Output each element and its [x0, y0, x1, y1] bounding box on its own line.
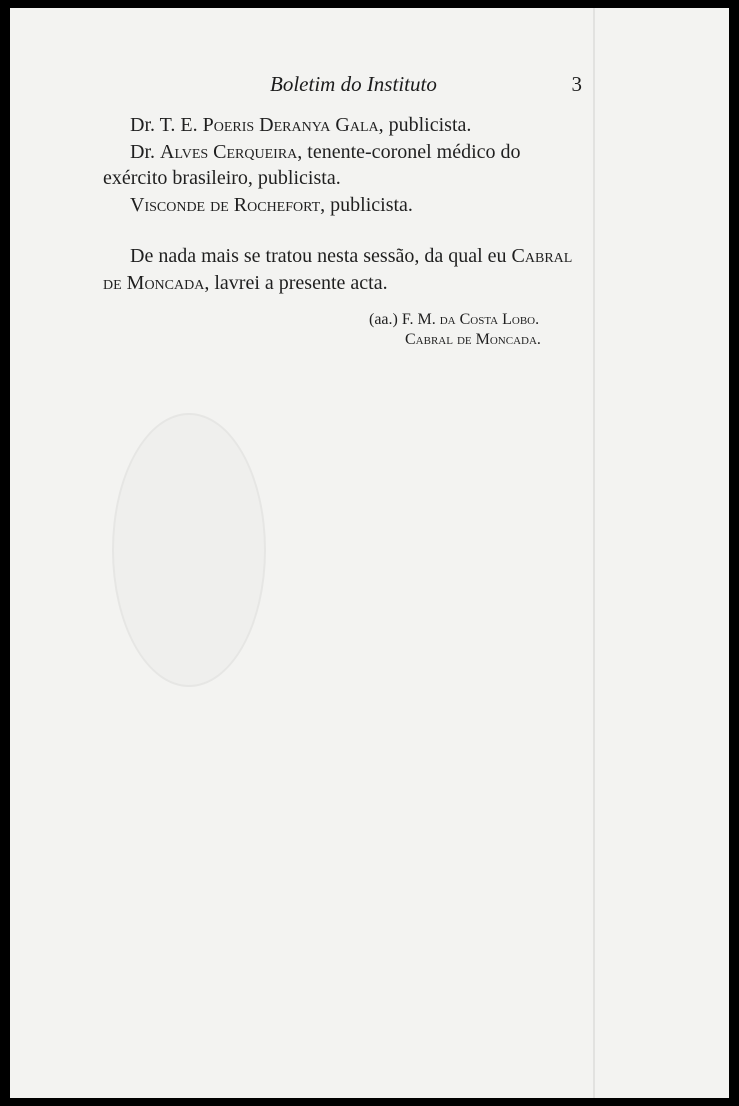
signature-line-1 [369, 310, 541, 330]
member-description: , publicista. [378, 114, 472, 136]
member-name: Visconde de Rochefort [130, 193, 321, 216]
member-entry [103, 192, 589, 219]
signature-block [369, 310, 541, 350]
page-header [100, 72, 582, 102]
closing-paragraph [103, 243, 589, 296]
bleed-through-portrait [112, 413, 266, 687]
member-name: Poeris Deranya Gala [202, 114, 379, 136]
page-edge [593, 8, 595, 1098]
member-title: Dr. [130, 140, 155, 163]
closing-text: De nada mais se tratou nesta sessão, da qual eu [130, 245, 512, 267]
signature-line-2: Cabral de Moncada. [405, 331, 541, 348]
closing-text-end: , lavrei a presente acta. [204, 271, 388, 294]
page-number: 3 [571, 72, 582, 96]
member-name: Alves Cerqueira [160, 140, 298, 163]
member-title: Dr. T. E. [130, 114, 198, 136]
running-title: Boletim do Instituto [270, 72, 437, 96]
body-text [103, 112, 589, 296]
signature-prefix: (aa.) F. M. [369, 311, 436, 328]
member-entry [103, 112, 589, 139]
member-description: , publicista. [320, 193, 413, 216]
signature-name: da Costa Lobo. [439, 311, 540, 328]
scanned-page [10, 8, 729, 1098]
member-entry [103, 139, 589, 192]
member-description: , tenente-coronel médico do exército brasileiro, publicista. [103, 140, 521, 189]
secretary-name: Cabral de Moncada [103, 245, 573, 294]
